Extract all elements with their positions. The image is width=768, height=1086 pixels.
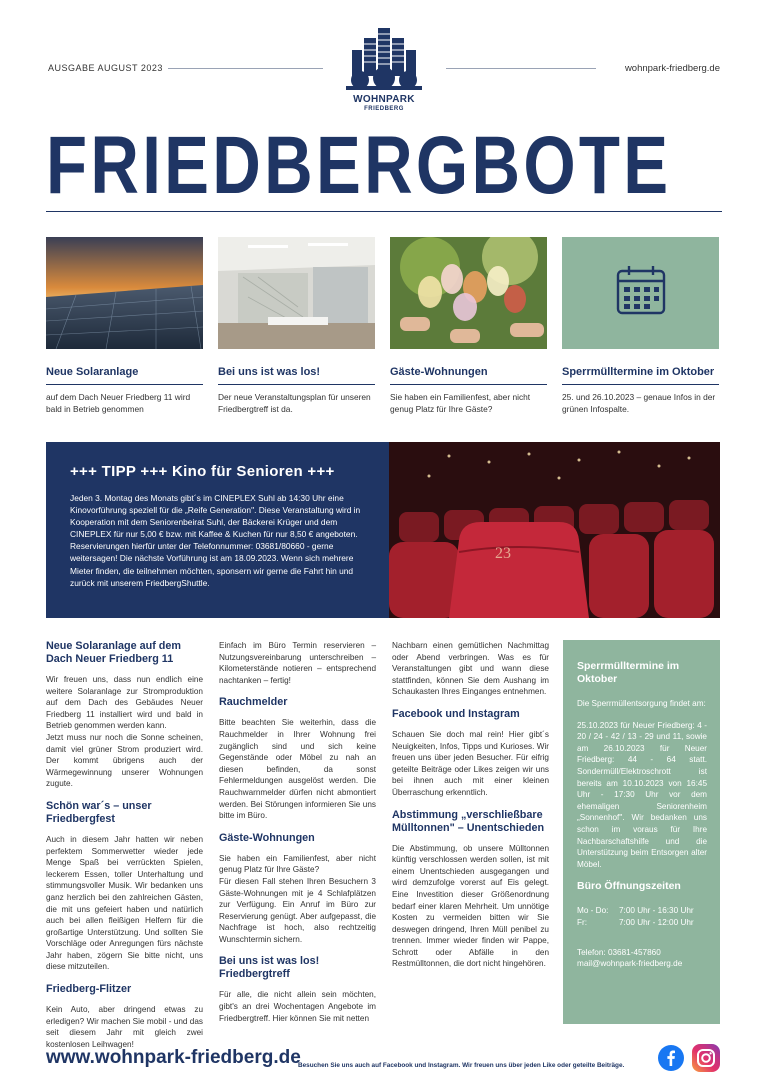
- column-2: [219, 640, 376, 1034]
- article-paragraph: Einfach im Büro Termin reservieren – Nutzungsvereinbarung unterschreiben – Kilometerstände notieren – entsprechend nachtanken – fertig!: [219, 641, 376, 685]
- instagram-icon[interactable]: [692, 1044, 720, 1072]
- teaser-rule: [218, 384, 375, 385]
- masthead-rule: [46, 211, 722, 212]
- teaser-title-events[interactable]: Bei uns ist was los!: [218, 366, 321, 378]
- article-paragraph: Nachbarn einen gemütlichen Nachmittag oder Abend verbringen. Was es für Veranstaltungen gibt und wann diese stattfinden, können Sie dem Aushang im Schaukasten Ihres Einganges entnehmen.: [392, 641, 549, 697]
- tip-body: Jeden 3. Montag des Monats gibt´s im CINEPLEX Suhl ab 14:30 Uhr eine Kinovorführung speziell für die „Reife Generation". Diese Veranstaltung wird in Kooperation mit dem Seniorenbeirat Suhl, der Bäckerei Krüger und dem CINEPLEX für nur 5,00 € bzw. mit Kaffee & Kuchen für nur 8,50 € angeboten. Reservierungen hierfür unter der Telefonnummer: 03681/80660 - gerne weitersagen! Die nächste Vorführung ist am 18.09.2023. Wenn sich mehrere Mieter finden, die teilnehmen möchten, sponsern wir gerne die Fahrt hin und zurück mit unserem FriedbergShuttle.: [70, 493, 361, 588]
- info-sidebar: [563, 640, 720, 1024]
- logo-name: WOHNPARK: [353, 94, 415, 105]
- sidebar-heading-bulky-waste: Sperrmülltermine im Oktober: [577, 660, 680, 685]
- tip-heading: +++ TIPP +++ Kino für Senioren +++: [70, 463, 335, 480]
- office-hours-day: Mo - Do:: [577, 906, 609, 916]
- column-1: [46, 640, 203, 1060]
- article-paragraph: Sie haben ein Familienfest, aber nicht genug Platz für Ihre Gäste?: [219, 853, 376, 875]
- meeting-room-photo: [218, 237, 375, 349]
- facebook-icon[interactable]: [658, 1045, 684, 1071]
- article-paragraph: Die Abstimmung, ob unsere Mülltonnen künftig verschlossen werden sollen, ist mit einem Unentschieden ausgegangen und wird demzufolge vorerst auf Eis gelegt. Eine Investition dieser Größenordnung bedarf einer klaren Mehrheit. Um unnötige Kosten zu vermeiden bitten wir Sie deswegen dringend, Ihren Müll penibel zu trennen. Immer wieder finden wir Pappe, Schrott oder Abfälle in den Restmülltonnen, die dort nicht hingehören.: [392, 843, 549, 969]
- phone-number[interactable]: Telefon: 03681-457860: [577, 947, 661, 957]
- teaser-title-solar[interactable]: Neue Solaranlage: [46, 366, 139, 378]
- logo-subtitle: FRIEDBERG: [364, 106, 404, 112]
- column-3: [392, 640, 549, 980]
- tip-box: [46, 442, 389, 618]
- sidebar-heading-office-hours: Büro Öffnungszeiten: [577, 880, 681, 893]
- office-hours-time: 7:00 Uhr - 16:30 Uhr: [619, 906, 694, 916]
- teaser-title-guest-flats[interactable]: Gäste-Wohnungen: [390, 366, 488, 378]
- article-heading-solar: Neue Solaranlage auf dem Dach Neuer Friedberg 11: [46, 640, 182, 665]
- article-heading-smoke-detector: Rauchmelder: [219, 696, 288, 709]
- office-hours-day: Fr:: [577, 917, 588, 927]
- office-hours-row: [577, 905, 707, 917]
- article-paragraph: Bitte beachten Sie weiterhin, dass die Rauchmelder in Ihrer Wohnung frei zugänglich sind und sich keine Gegenstände oder Möbel zu nah an diesen befinden, da sonst Fehlermeldungen ausgelöst werden. Die Rauchwarnmelder dürfen nicht abmontiert werden. Bei Störungen informieren Sie uns bitte im Büro.: [219, 718, 376, 821]
- article-paragraph: Für alle, die nicht allein sein möchten, gibt's an drei Wochentagen Angebote im Friedbergtreff. Hier können Sie mit netten: [219, 990, 376, 1023]
- teaser-text-bulky-waste: 25. und 26.10.2023 – genaue Infos in der grünen Infospalte.: [562, 392, 716, 414]
- teaser-text-solar: auf dem Dach Neuer Friedberg 11 wird bald in Betrieb genommen: [46, 392, 191, 414]
- calendar-icon: [562, 237, 719, 349]
- article-paragraph: Jetzt muss nur noch die Sonne scheinen, damit viel grüner Strom produziert wird. Der kommt übrigens auch der Wärmegewinnung unserer Wohnungen zugute.: [46, 732, 203, 789]
- teaser-text-events: Der neue Veranstaltungsplan für unseren Friedbergtreff ist da.: [218, 392, 371, 414]
- article-heading-friedbergtreff: Bei uns ist was los! Friedbergtreff: [219, 955, 320, 981]
- header-website-link[interactable]: wohnpark-friedberg.de: [624, 63, 720, 74]
- article-heading-festival: Schön war´s – unser Friedbergfest: [46, 799, 152, 825]
- teaser-rule: [562, 384, 719, 385]
- article-paragraph: Schauen Sie doch mal rein! Hier gibt´s Neuigkeiten, Infos, Tipps und Kurioses. Wir freuen uns über jeden Besucher. Für eifrig geteilte Beiträge oder Likes zeigen wir uns bei ihnen auch mit einer kleinen Überraschung erkenntlich.: [392, 729, 549, 797]
- header-rule-right: [446, 68, 596, 69]
- teaser-text-guest-flats: Sie haben ein Familienfest, aber nicht genug Platz für Ihre Gäste?: [390, 392, 531, 414]
- seat-number: 23: [495, 545, 511, 562]
- masthead-title: FRIEDBERGBOTE: [46, 120, 672, 211]
- article-paragraph: Für diesen Fall stehen Ihren Besuchern 3 Gäste-Wohnungen mit je 4 Schlafplätzen zur Verfügung. Ein Anruf im Büro zur Reservierung genügt. Aber aufgepasst, die Nachfrage ist hoch, also rechtzeitig Wunschtermin sichern.: [219, 876, 376, 944]
- footer-website-link[interactable]: www.wohnpark-friedberg.de: [46, 1047, 301, 1068]
- toasting-glasses-photo: [390, 237, 547, 349]
- article-paragraph: Kein Auto, aber dringend etwas zu erledigen? Wir machen Sie mobil - und das seit diesem Jahr mit gleich zwei kostenlosen Leihwagen!: [46, 1005, 203, 1049]
- teaser-rule: [46, 384, 203, 385]
- footer-note: Besuchen Sie uns auch auf Facebook und Instagram. Wir freuen uns über jeden Like oder geteilte Beiträge.: [298, 1062, 625, 1069]
- solar-panel-photo: [46, 237, 203, 349]
- article-paragraph: Auch in diesem Jahr hatten wir neben perfektem Sommerwetter wieder jede Menge Spaß bei verrückten Spielen, leckerem Essen, toller Unterhaltung und stimmungsvoller Musik. Wir bedanken uns ganz herzlich bei den zahlreichen Gästen, die mit uns gefeiert haben und natürlich auch bei allen fleißigen Helfern für die großartige Unterstützung. Und sollten Sie Vorschläge oder Anregungen fürs nächste Jahr haben, zögern Sie bitte nicht, uns diese mitzuteilen.: [46, 834, 203, 972]
- sidebar-paragraph: 25.10.2023 für Neuer Friedberg: 4 - 20 / 24 - 42 / 13 - 29 und 11, sowie am 26.10.2023 für Neuer Friedberg: 44 - 64 statt. Sondermüll/Elektroschrott ist bereits am 10.10.2023 von 16:45 Uhr - 17:30 Uhr vor dem ehemaligen Seniorenheim „Sonnenhof". Wir bedanken uns schon im voraus für Ihre Nachbarschaftshilfe und die Unterstützung beim Entsorgen alter Möbel.: [577, 720, 707, 869]
- article-heading-social-media: Facebook und Instagram: [392, 707, 520, 720]
- article-paragraph: Wir freuen uns, dass nun endlich eine weitere Solaranlage zur Stromproduktion auf dem Dach des Gebäudes Neuer Friedberg 11 installiert wird und bald in Betrieb genommen werden kann.: [46, 675, 203, 731]
- teaser-rule: [390, 384, 547, 385]
- sidebar-paragraph: Die Sperrmüllentsorgung findet am:: [577, 699, 706, 708]
- article-heading-flitzer: Friedberg-Flitzer: [46, 983, 132, 996]
- article-heading-bins-vote: Abstimmung „verschließbare Mülltonnen" – Unentschieden: [392, 808, 545, 834]
- office-hours-row: [577, 917, 707, 929]
- cinema-seats-photo: [389, 442, 720, 618]
- calendar-tile: [562, 237, 719, 349]
- teaser-title-bulky-waste[interactable]: Sperrmülltermine im Oktober: [562, 366, 715, 378]
- issue-date: AUSGABE AUGUST 2023: [48, 63, 163, 73]
- email-link[interactable]: mail@wohnpark-friedberg.de: [577, 959, 683, 969]
- article-heading-guest-flats: Gäste-Wohnungen: [219, 831, 315, 844]
- office-hours-time: 7:00 Uhr - 12:00 Uhr: [619, 917, 694, 927]
- header-rule-left: [168, 68, 323, 69]
